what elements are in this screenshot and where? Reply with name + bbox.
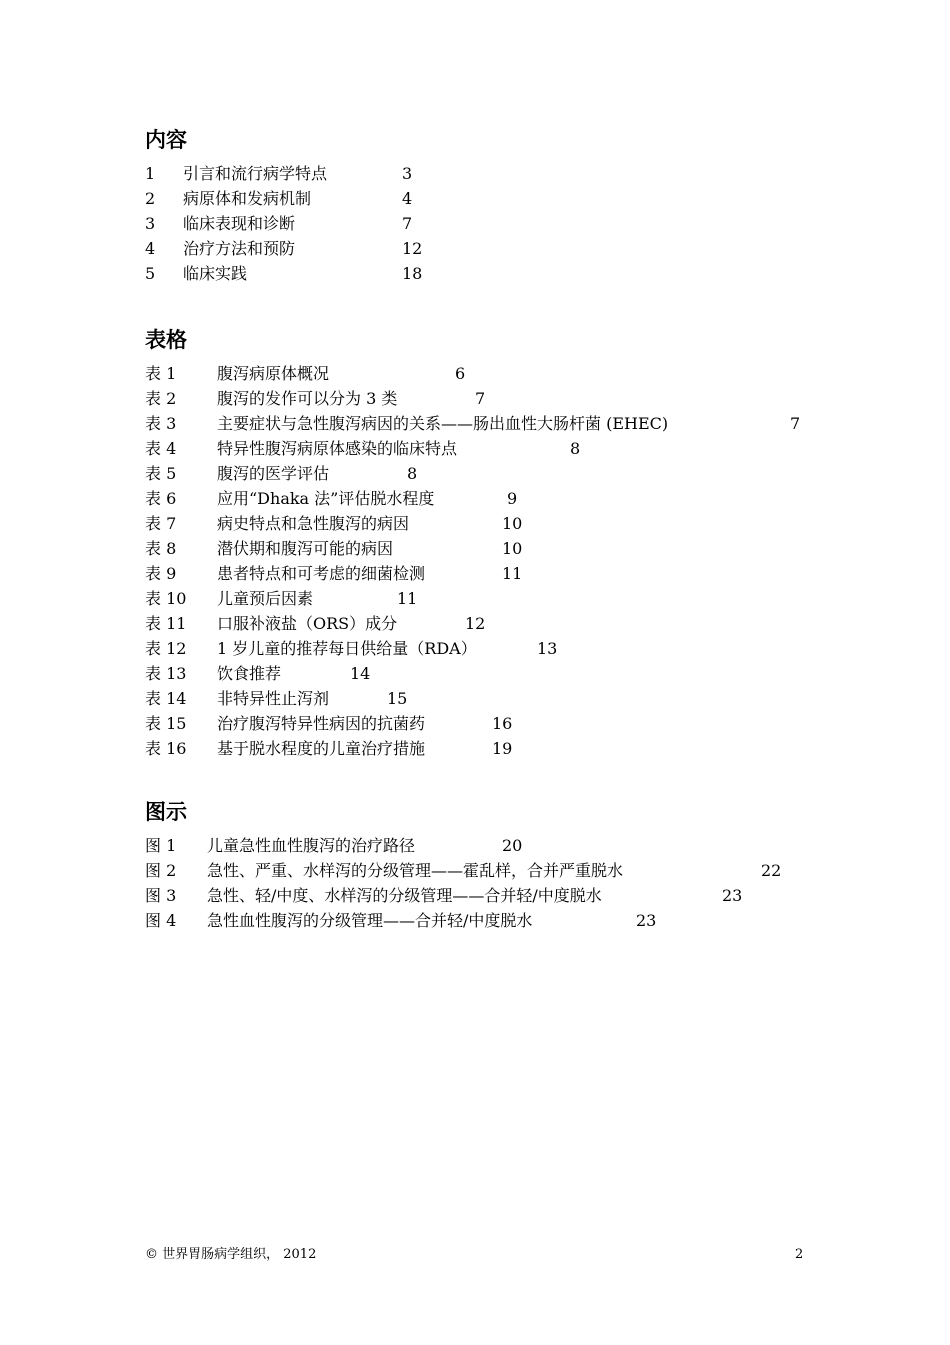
toc-entry-number: 3 xyxy=(145,214,156,233)
table-entry[interactable] xyxy=(145,586,845,611)
toc-entry-number: 1 xyxy=(145,164,156,183)
figures-heading: 图示 xyxy=(145,800,187,824)
table-entry-page: 16 xyxy=(492,714,513,733)
table-entry-page: 15 xyxy=(387,689,408,708)
toc-entry-page: 3 xyxy=(402,164,413,183)
toc-entry-page: 18 xyxy=(402,264,423,283)
table-entry-number: 表 2 xyxy=(145,389,177,408)
table-entry-label: 腹泻的发作可以分为 3 类 xyxy=(217,389,398,408)
toc-entry[interactable] xyxy=(145,236,845,261)
table-entry-label: 应用“Dhaka 法”评估脱水程度 xyxy=(217,489,435,508)
toc-entry-number: 2 xyxy=(145,189,156,208)
figure-entry-number: 图 1 xyxy=(145,836,177,855)
toc-entry-number: 4 xyxy=(145,239,156,258)
toc-entry-number: 5 xyxy=(145,264,156,283)
tables-section xyxy=(145,327,845,761)
table-entry-page: 8 xyxy=(570,439,581,458)
table-entry-number: 表 7 xyxy=(145,514,177,533)
table-entry-label: 儿童预后因素 xyxy=(217,589,314,608)
table-entry-page: 6 xyxy=(455,364,466,383)
table-entry-label: 特异性腹泻病原体感染的临床特点 xyxy=(217,439,458,458)
table-entry-page: 7 xyxy=(475,389,486,408)
table-entry-number: 表 12 xyxy=(145,639,187,658)
table-entry-number: 表 14 xyxy=(145,689,187,708)
toc-entry-page: 12 xyxy=(402,239,423,258)
table-entry-label: 患者特点和可考虑的细菌检测 xyxy=(217,564,426,583)
table-entry-page: 11 xyxy=(397,589,418,608)
table-entry[interactable] xyxy=(145,561,845,586)
table-entry[interactable] xyxy=(145,661,845,686)
table-entry-number: 表 16 xyxy=(145,739,187,758)
toc-entry[interactable] xyxy=(145,186,845,211)
figure-entry[interactable] xyxy=(145,833,845,858)
table-entry[interactable] xyxy=(145,611,845,636)
toc-entry[interactable] xyxy=(145,211,845,236)
table-entry[interactable] xyxy=(145,636,845,661)
copyright-footer: © 世界胃肠病学组织， 2012 xyxy=(145,1247,317,1262)
figure-entry[interactable] xyxy=(145,908,845,933)
table-entry[interactable] xyxy=(145,436,845,461)
table-entry-label: 口服补液盐（ORS）成分 xyxy=(217,614,398,633)
tables-heading: 表格 xyxy=(145,328,187,352)
table-entry-number: 表 1 xyxy=(145,364,177,383)
table-entry-page: 11 xyxy=(502,564,523,583)
table-entry[interactable] xyxy=(145,736,845,761)
table-entry[interactable] xyxy=(145,511,845,536)
table-entry-number: 表 5 xyxy=(145,464,177,483)
figure-entry-page: 22 xyxy=(761,861,782,880)
table-entry-label: 潜伏期和腹泻可能的病因 xyxy=(217,539,394,558)
toc-entry-label: 临床表现和诊断 xyxy=(183,214,296,233)
figure-entry[interactable] xyxy=(145,883,845,908)
table-entry-page: 9 xyxy=(507,489,518,508)
table-entry-label: 病史特点和急性腹泻的病因 xyxy=(217,514,410,533)
table-entry-label: 腹泻的医学评估 xyxy=(217,464,330,483)
table-entry-page: 12 xyxy=(465,614,486,633)
table-entry-page: 13 xyxy=(537,639,558,658)
table-entry[interactable] xyxy=(145,461,845,486)
toc-entry-label: 临床实践 xyxy=(183,264,248,283)
table-entry-page: 8 xyxy=(407,464,418,483)
table-entry[interactable] xyxy=(145,386,845,411)
contents-heading: 内容 xyxy=(145,128,187,152)
figure-entry-number: 图 4 xyxy=(145,911,177,930)
toc-entry-label: 治疗方法和预防 xyxy=(183,239,296,258)
table-entry[interactable] xyxy=(145,686,845,711)
toc-entry-page: 7 xyxy=(402,214,413,233)
table-entry-number: 表 13 xyxy=(145,664,187,683)
table-entry-page: 10 xyxy=(502,514,523,533)
figure-entry-label: 急性、轻/中度、水样泻的分级管理——合并轻/中度脱水 xyxy=(207,886,602,905)
table-entry-page: 10 xyxy=(502,539,523,558)
table-entry-number: 表 8 xyxy=(145,539,177,558)
toc-entry-label: 引言和流行病学特点 xyxy=(183,164,328,183)
table-entry-label: 腹泻病原体概况 xyxy=(217,364,330,383)
figure-entry-page: 23 xyxy=(722,886,743,905)
contents-section xyxy=(145,127,845,286)
table-entry-number: 表 3 xyxy=(145,414,177,433)
figure-entry-label: 儿童急性血性腹泻的治疗路径 xyxy=(207,836,416,855)
figure-entry-number: 图 2 xyxy=(145,861,177,880)
table-entry-number: 表 6 xyxy=(145,489,177,508)
toc-entry-label: 病原体和发病机制 xyxy=(183,189,312,208)
table-entry[interactable] xyxy=(145,411,845,436)
table-entry-label: 主要症状与急性腹泻病因的关系——肠出血性大肠杆菌 (EHEC) xyxy=(217,414,669,433)
table-entry-label: 1 岁儿童的推荐每日供给量（RDA） xyxy=(217,639,477,658)
toc-entry-page: 4 xyxy=(402,189,413,208)
figure-entry-number: 图 3 xyxy=(145,886,177,905)
table-entry-label: 治疗腹泻特异性病因的抗菌药 xyxy=(217,714,426,733)
table-entry[interactable] xyxy=(145,711,845,736)
table-entry[interactable] xyxy=(145,361,845,386)
figure-entry-label: 急性血性腹泻的分级管理——合并轻/中度脱水 xyxy=(207,911,533,930)
table-entry-number: 表 10 xyxy=(145,589,187,608)
table-entry-label: 饮食推荐 xyxy=(217,664,282,683)
figure-entry-page: 20 xyxy=(502,836,523,855)
figures-section xyxy=(145,799,845,933)
page-number: 2 xyxy=(795,1247,804,1262)
table-entry-label: 基于脱水程度的儿童治疗措施 xyxy=(217,739,426,758)
table-entry-page: 7 xyxy=(790,414,801,433)
table-entry-number: 表 9 xyxy=(145,564,177,583)
figure-entry-label: 急性、严重、水样泻的分级管理——霍乱样，合并严重脱水 xyxy=(207,861,624,880)
table-entry[interactable] xyxy=(145,536,845,561)
table-entry[interactable] xyxy=(145,486,845,511)
table-entry-number: 表 11 xyxy=(145,614,187,633)
table-entry-number: 表 15 xyxy=(145,714,187,733)
table-entry-page: 14 xyxy=(350,664,371,683)
toc-entry[interactable] xyxy=(145,161,845,186)
figure-entry[interactable] xyxy=(145,858,845,883)
table-entry-number: 表 4 xyxy=(145,439,177,458)
toc-entry[interactable] xyxy=(145,261,845,286)
figure-entry-page: 23 xyxy=(636,911,657,930)
table-entry-label: 非特异性止泻剂 xyxy=(217,689,330,708)
table-entry-page: 19 xyxy=(492,739,513,758)
